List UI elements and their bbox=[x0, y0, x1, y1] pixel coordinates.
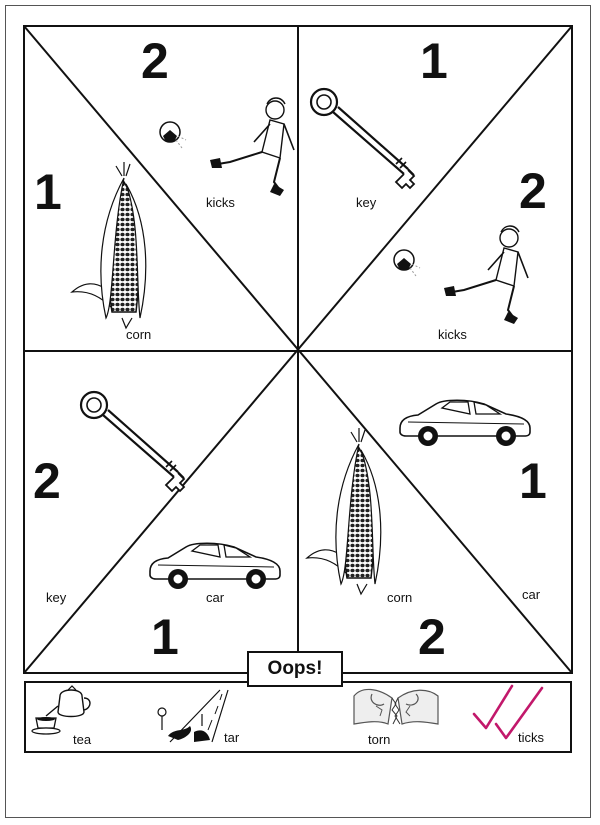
car-bottom-icon bbox=[150, 543, 280, 589]
strip-label-torn: torn bbox=[368, 732, 391, 747]
number-top-left: 2 bbox=[141, 33, 169, 89]
key-top-icon bbox=[311, 89, 414, 188]
key-left-icon bbox=[81, 392, 184, 491]
number-left-upper: 1 bbox=[34, 164, 62, 220]
label-car-bottom: car bbox=[206, 590, 225, 605]
strip-label-tea: tea bbox=[73, 732, 92, 747]
car-right-icon bbox=[400, 400, 530, 446]
number-right-upper: 2 bbox=[519, 163, 547, 219]
number-bottom-left: 1 bbox=[151, 609, 179, 665]
label-key-top: key bbox=[356, 195, 377, 210]
number-right-lower: 1 bbox=[519, 453, 547, 509]
label-kicks-right: kicks bbox=[438, 327, 467, 342]
number-bottom-right: 2 bbox=[418, 609, 446, 665]
corn-left-icon bbox=[72, 162, 146, 328]
label-corn-bottom: corn bbox=[387, 590, 413, 605]
oops-button[interactable]: Oops! bbox=[247, 651, 343, 687]
label-kicks-top: kicks bbox=[206, 195, 235, 210]
label-car-right: car bbox=[522, 587, 541, 602]
word-strip bbox=[24, 681, 572, 753]
corn-bottom-icon bbox=[307, 428, 381, 594]
number-top-right: 1 bbox=[420, 33, 448, 89]
kicker-top-icon bbox=[160, 98, 294, 196]
label-key-left: key bbox=[46, 590, 67, 605]
label-corn-left: corn bbox=[126, 327, 152, 342]
strip-label-tar: tar bbox=[224, 730, 240, 745]
strip-label-ticks: ticks bbox=[518, 730, 544, 745]
number-left-lower: 2 bbox=[33, 453, 61, 509]
kicker-right-icon bbox=[394, 226, 528, 324]
